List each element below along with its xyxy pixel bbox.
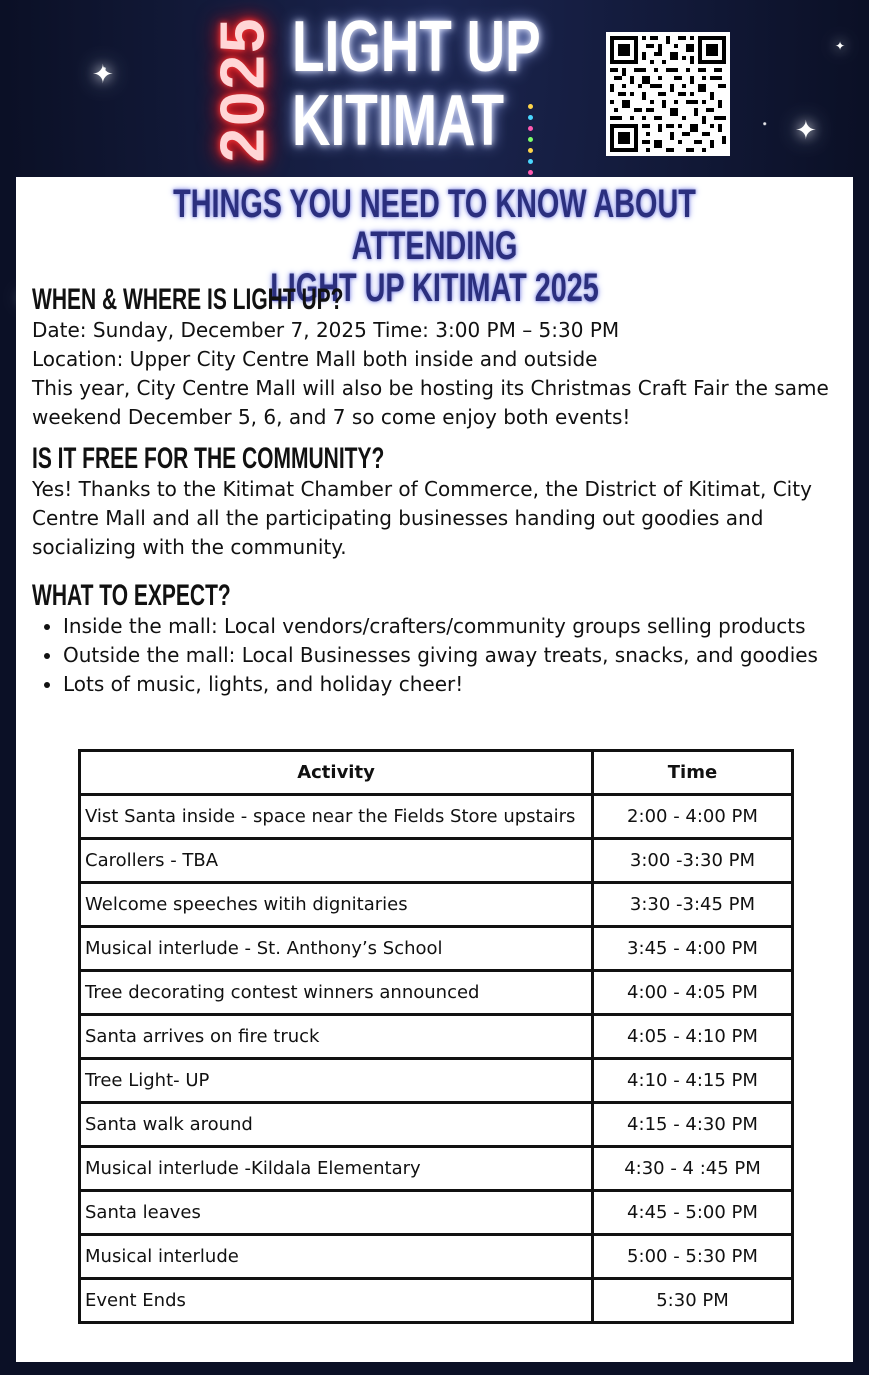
schedule-table <box>78 749 794 1324</box>
event-title-line1: LIGHT UP <box>292 7 541 87</box>
expect-section <box>32 580 842 699</box>
time-cell: 4:05 - 4:10 PM <box>593 1015 793 1059</box>
activity-cell: Santa leaves <box>80 1191 593 1235</box>
list-item: • Inside the mall: Local vendors/crafters/community groups selling products <box>63 612 842 641</box>
table-row <box>80 927 793 971</box>
info-card <box>16 177 853 1362</box>
time-cell: 4:30 - 4 :45 PM <box>593 1147 793 1191</box>
time-cell: 4:45 - 5:00 PM <box>593 1191 793 1235</box>
table-header-row <box>80 751 793 795</box>
main-heading-line2: LIGHT UP KITIMAT 2025 <box>270 266 599 310</box>
list-item: • Outside the mall: Local Businesses giving away treats, snacks, and goodies <box>63 641 842 670</box>
activity-cell: Event Ends <box>80 1279 593 1323</box>
column-header-activity: Activity <box>80 751 593 795</box>
table-row <box>80 1103 793 1147</box>
main-heading-line1: THINGS YOU NEED TO KNOW ABOUT ATTENDING <box>173 182 696 268</box>
sparkle-star-icon: ✦ <box>835 39 846 53</box>
expect-list <box>32 612 842 699</box>
free-text: Yes! Thanks to the Kitimat Chamber of Commerce, the District of Kitimat, City Centre Mall and all the participating businesses handing out goodies and socializing with the community. <box>32 477 812 559</box>
table-row <box>80 1147 793 1191</box>
time-cell: 5:30 PM <box>593 1279 793 1323</box>
activity-cell: Musical interlude <box>80 1235 593 1279</box>
list-item: • Lots of music, lights, and holiday cheer! <box>63 670 842 699</box>
free-section <box>32 443 842 562</box>
time-cell: 4:10 - 4:15 PM <box>593 1059 793 1103</box>
activity-cell: Santa arrives on fire truck <box>80 1015 593 1059</box>
string-lights-icon <box>528 104 536 175</box>
craft-fair-line: This year, City Centre Mall will also be hosting its Christmas Craft Fair the same weekend December 5, 6, and 7 so come enjoy both events! <box>32 376 829 429</box>
time-cell: 3:45 - 4:00 PM <box>593 927 793 971</box>
activity-cell: Vist Santa inside - space near the Fields Store upstairs <box>80 795 593 839</box>
when-where-heading: WHEN & WHERE IS LIGHT UP? <box>32 283 344 316</box>
event-title-line2: KITIMAT <box>292 81 505 161</box>
when-where-section <box>32 284 842 432</box>
time-cell: 4:00 - 4:05 PM <box>593 971 793 1015</box>
activity-cell: Tree decorating contest winners announced <box>80 971 593 1015</box>
activity-cell: Welcome speeches witih dignitaries <box>80 883 593 927</box>
sparkle-star-icon: ✦ <box>795 116 817 146</box>
location-line: Location: Upper City Centre Mall both inside and outside <box>32 347 598 371</box>
date-time-line: Date: Sunday, December 7, 2025 Time: 3:00 PM – 5:30 PM <box>32 318 620 342</box>
time-cell: 4:15 - 4:30 PM <box>593 1103 793 1147</box>
column-header-time: Time <box>593 751 793 795</box>
activity-cell: Musical interlude -Kildala Elementary <box>80 1147 593 1191</box>
table-row <box>80 795 793 839</box>
year-label: 2025 <box>208 16 278 162</box>
table-row <box>80 883 793 927</box>
sparkle-star-icon: ✦ <box>92 60 114 90</box>
activity-cell: Carollers - TBA <box>80 839 593 883</box>
table-row <box>80 1015 793 1059</box>
header-banner <box>0 0 869 176</box>
time-cell: 5:00 - 5:30 PM <box>593 1235 793 1279</box>
time-cell: 3:00 -3:30 PM <box>593 839 793 883</box>
qr-code-icon[interactable] <box>606 32 730 156</box>
activity-cell: Tree Light- UP <box>80 1059 593 1103</box>
activity-cell: Musical interlude - St. Anthony’s School <box>80 927 593 971</box>
event-title <box>292 7 541 161</box>
expect-heading: WHAT TO EXPECT? <box>32 579 231 612</box>
table-row <box>80 1235 793 1279</box>
time-cell: 2:00 - 4:00 PM <box>593 795 793 839</box>
table-row <box>80 1191 793 1235</box>
time-cell: 3:30 -3:45 PM <box>593 883 793 927</box>
table-row <box>80 971 793 1015</box>
table-row <box>80 1059 793 1103</box>
table-row <box>80 839 793 883</box>
table-row <box>80 1279 793 1323</box>
activity-cell: Santa walk around <box>80 1103 593 1147</box>
free-heading: IS IT FREE FOR THE COMMUNITY? <box>32 442 385 475</box>
